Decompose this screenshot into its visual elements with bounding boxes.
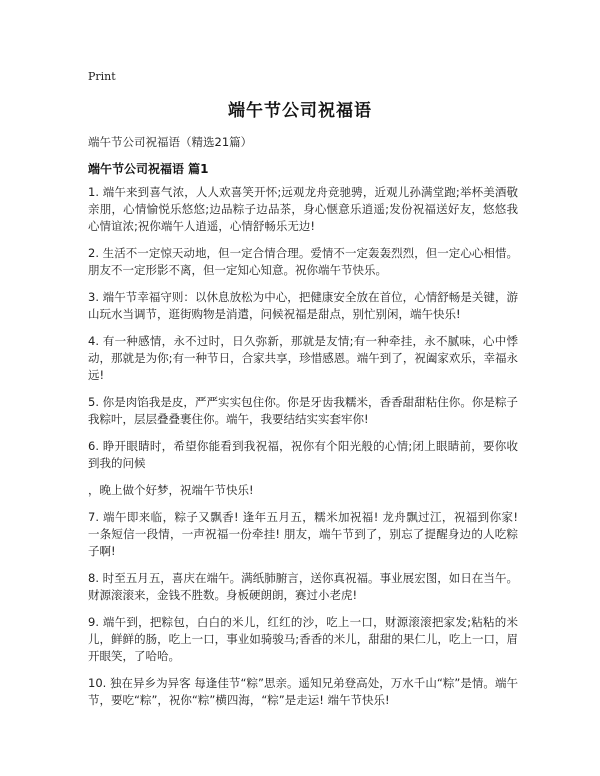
paragraph-8: 8. 时至五月五，喜庆在端午。满纸肺腑言，送你真祝福。事业展宏图，如日在当午。财源滚滚来，金钱不胜数。身板硬朗朗，赛过小老虎!	[88, 571, 518, 602]
paragraph-6: 6. 睁开眼睛时，希望你能看到我祝福，祝你有个阳光般的心情;闭上眼睛前，要你收到我的问候	[88, 439, 518, 470]
paragraph-5: 5. 你是肉馅我是皮，严严实实包住你。你是牙齿我糯米，香香甜甜粘住你。你是粽子我粽叶，层层叠叠裹住你。端午，我要结结实实套牢你!	[88, 395, 518, 426]
print-link[interactable]: Print	[88, 70, 116, 83]
paragraph-9: 9. 端午到，把粽包，白白的米儿，红红的沙，吃上一口，财源滚滚把家发;粘粘的米儿，鲜鲜的肠，吃上一口，事业如骑骏马;香香的米儿，甜甜的果仁儿，吃上一口，眉开眼笑，了哈哈。	[88, 615, 518, 663]
document-subtitle: 端午节公司祝福语（精选21篇）	[88, 135, 253, 149]
paragraph-4: 4. 有一种感情，永不过时，日久弥新，那就是友情;有一种牵挂，永不腻味，心中悸动，那就是为你;有一种节日，合家共享，珍惜感恩。端午到了，祝阖家欢乐，幸福永远!	[88, 334, 518, 382]
paragraph-3: 3. 端午节幸福守则：以休息放松为中心，把健康安全放在首位，心情舒畅是关键，游山玩水当调节，逛街购物是消遣，问候祝福是甜点，别忙别闲，端午快乐!	[88, 290, 518, 321]
page-title: 端午节公司祝福语	[228, 101, 372, 121]
paragraph-7: 7. 端午即来临，粽子又飘香! 逢年五月五，糯米加祝福! 龙舟飘过江，祝福到你家! 一条短信一段情，一声祝福一份牵挂! 朋友，端午节到了，别忘了提醒身边的人吃粽子啊!	[88, 510, 518, 558]
paragraph-10: 10. 独在异乡为异客 每逢佳节“粽”思亲。遥知兄弟登高处，万水千山“粽”是情。端午节，要吃“粽”，祝你“粽”横四海，“粽”是走运! 端午节快乐!	[88, 676, 518, 707]
section-heading: 端午节公司祝福语 篇1	[88, 162, 209, 176]
paragraph-2: 2. 生活不一定惊天动地，但一定合情合理。爱情不一定轰轰烈烈，但一定心心相惜。朋友不一定形影不离，但一定知心知意。祝你端午节快乐。	[88, 246, 518, 277]
paragraph-6-continued: ，晚上做个好梦，祝端午节快乐!	[88, 483, 254, 497]
paragraph-list	[88, 184, 518, 719]
paragraph-1: 1. 端午来到喜气浓，人人欢喜笑开怀;远观龙舟竞驰骋，近观儿孙满堂跑;举杯美酒敬亲朋，心情愉悦乐悠悠;边品粽子边品茶，身心惬意乐逍遥;发份祝福送好友，悠悠我心情谊浓;祝你端午人逍遥，心情舒畅乐无边!	[88, 185, 518, 233]
